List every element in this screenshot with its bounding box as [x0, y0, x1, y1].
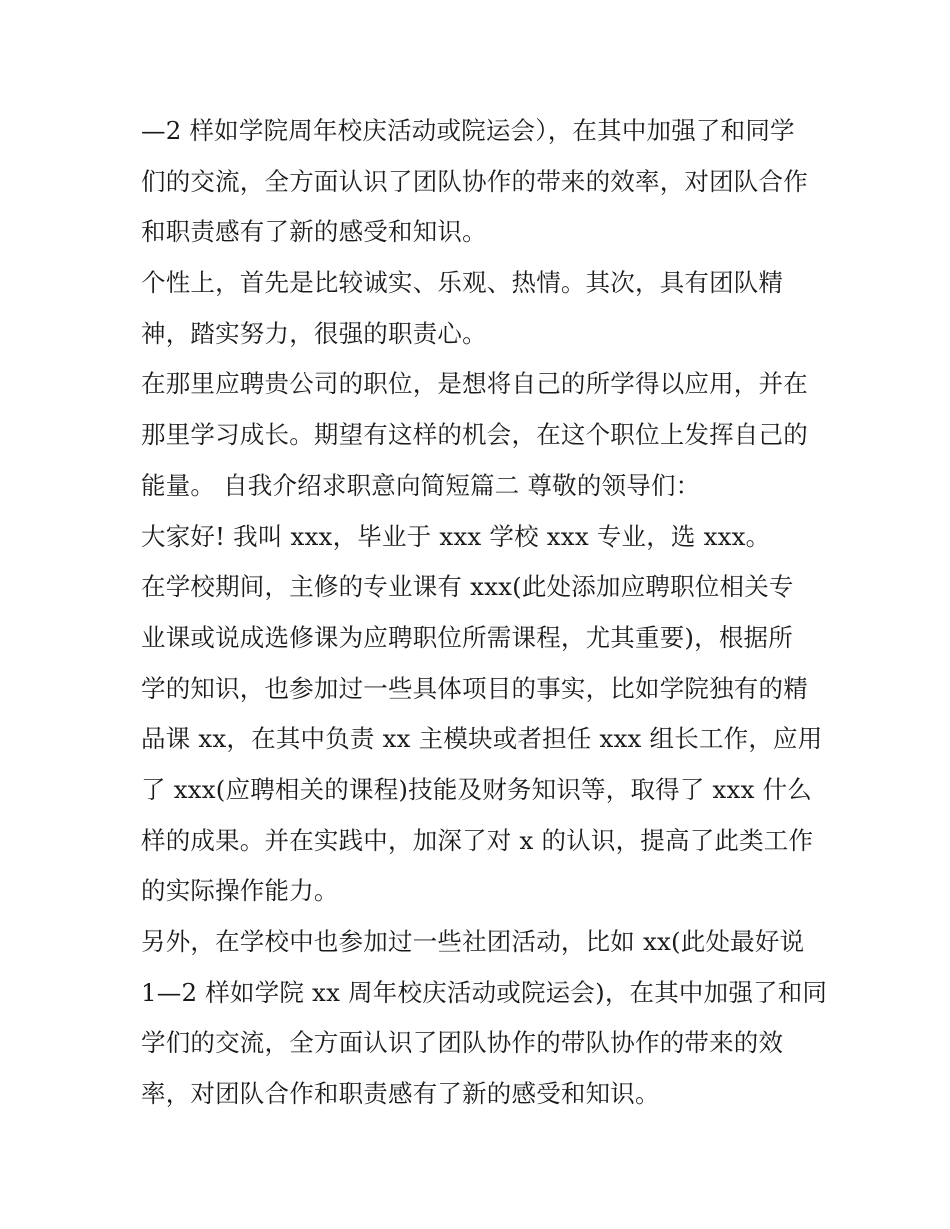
text-line: 和职责感有了新的感受和知识。: [141, 217, 487, 247]
text-line: 个性上，首先是比较诚实、乐观、热情。其次，具有团队精: [141, 268, 784, 298]
text-line: —2 样如学院周年校庆活动或院运会），在其中加强了和同学: [141, 116, 795, 145]
text-line: 了 xxx(应聘相关的课程)技能及财务知识等，取得了 xxx 什么: [141, 774, 812, 804]
text-line: 能量。 自我介绍求职意向简短篇二 尊敬的领导们：: [141, 470, 701, 500]
text-line: 大家好! 我叫 xxx，毕业于 xxx 学校 xxx 专业，选 xxx。: [141, 521, 771, 551]
text-line: 品课 xx，在其中负责 xx 主模块或者担任 xxx 组长工作，应用: [141, 724, 823, 754]
text-line: 另外，在学校中也参加过一些社团活动，比如 xx(此处最好说: [141, 927, 805, 956]
text-line: 神，踏实努力，很强的职责心。: [141, 318, 487, 348]
text-line: 学们的交流，全方面认识了团队协作的带队协作的带来的效: [141, 1028, 784, 1058]
text-line: 们的交流，全方面认识了团队协作的带来的效率，对团队合作: [141, 166, 808, 196]
document-body: [141, 106, 828, 1120]
text-line: 学的知识，也参加过一些具体项目的事实，比如学院独有的精: [141, 673, 808, 703]
text-line: 业课或说成选修课为应聘职位所需课程，尤其重要)，根据所: [141, 622, 793, 652]
text-line: 的实际操作能力。: [141, 876, 339, 906]
text-line: 样的成果。并在实践中，加深了对 x 的认识，提高了此类工作: [141, 825, 814, 855]
text-line: 那里学习成长。期望有这样的机会，在这个职位上发挥自己的: [141, 420, 808, 450]
text-line: 1—2 样如学院 xx 周年校庆活动或院运会)，在其中加强了和同: [141, 977, 828, 1007]
text-line: 率，对团队合作和职责感有了新的感受和知识。: [141, 1079, 660, 1109]
text-line: 在那里应聘贵公司的职位，是想将自己的所学得以应用，并在: [141, 369, 808, 399]
text-line: 在学校期间，主修的专业课有 xxx(此处添加应聘职位相关专: [141, 572, 794, 602]
